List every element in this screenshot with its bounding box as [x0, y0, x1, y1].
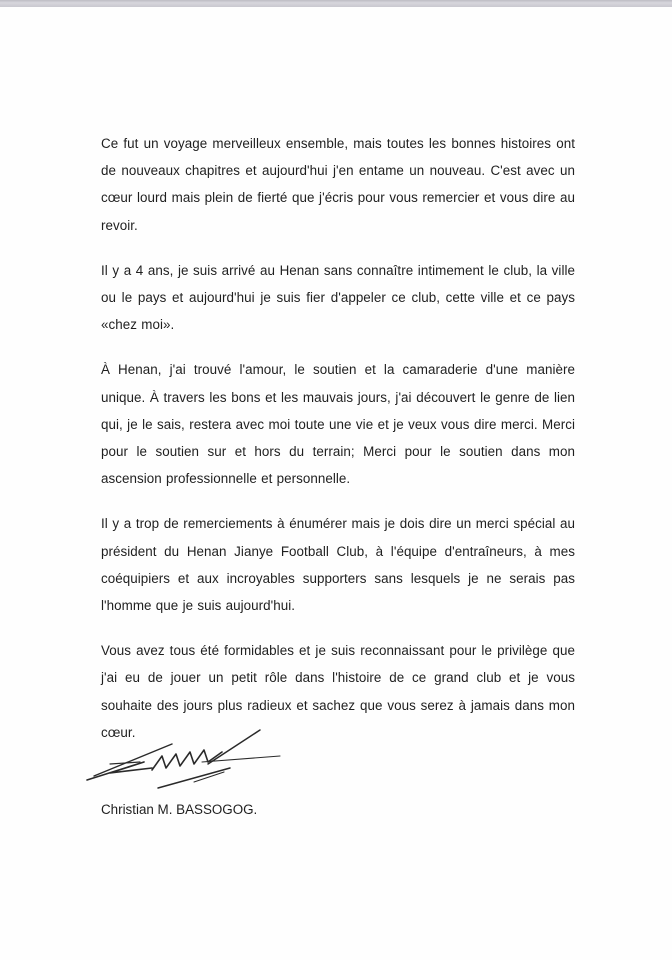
top-edge-bar [0, 0, 672, 7]
signer-name: Christian M. BASSOGOG. [101, 802, 258, 817]
paragraph-henan: À Henan, j'ai trouvé l'amour, le soutien et la camaraderie d'une manière unique. À travers les bons et les mauvais jours, j'ai découvert le genre de lien qui, je le sais, restera avec moi toute une vie et je veux vous dire merci. Merci pour le soutien sur et hors du terrain; Merci pour le soutien dans mon ascension professionnelle et personnelle. [101, 362, 575, 487]
signature-icon [82, 722, 282, 794]
paragraph-farewell: Vous avez tous été formidables et je suis reconnaissant pour le privilège que j'ai eu de jouer un petit rôle dans l'histoire de ce grand club et je vous souhaite des jours plus radieux et sachez que vous serez à jamais dans mon cœur. [101, 643, 575, 740]
paragraph-arrival: Il y a 4 ans, je suis arrivé au Henan sans connaître intimement le club, la ville ou le pays et aujourd'hui je suis fier d'appeler ce club, cette ville et ce pays «chez moi». [101, 262, 575, 333]
paragraph-intro: Ce fut un voyage merveilleux ensemble, mais toutes les bonnes histoires ont de nouveaux chapitres et aujourd'hui j'en entame un nouveau. C'est avec un cœur lourd mais plein de fierté que j'écris pour vous remercier et vous dire au revoir. [101, 136, 575, 233]
paragraph-thanks: Il y a trop de remerciements à énumérer mais je dois dire un merci spécial au président du Henan Jianye Football Club, à l'équipe d'entraîneurs, à mes coéquipiers et aux incroyables supporters sans lesquels je ne serais pas l'homme que je suis aujourd'hui. [101, 516, 575, 614]
letter-body [101, 130, 575, 764]
